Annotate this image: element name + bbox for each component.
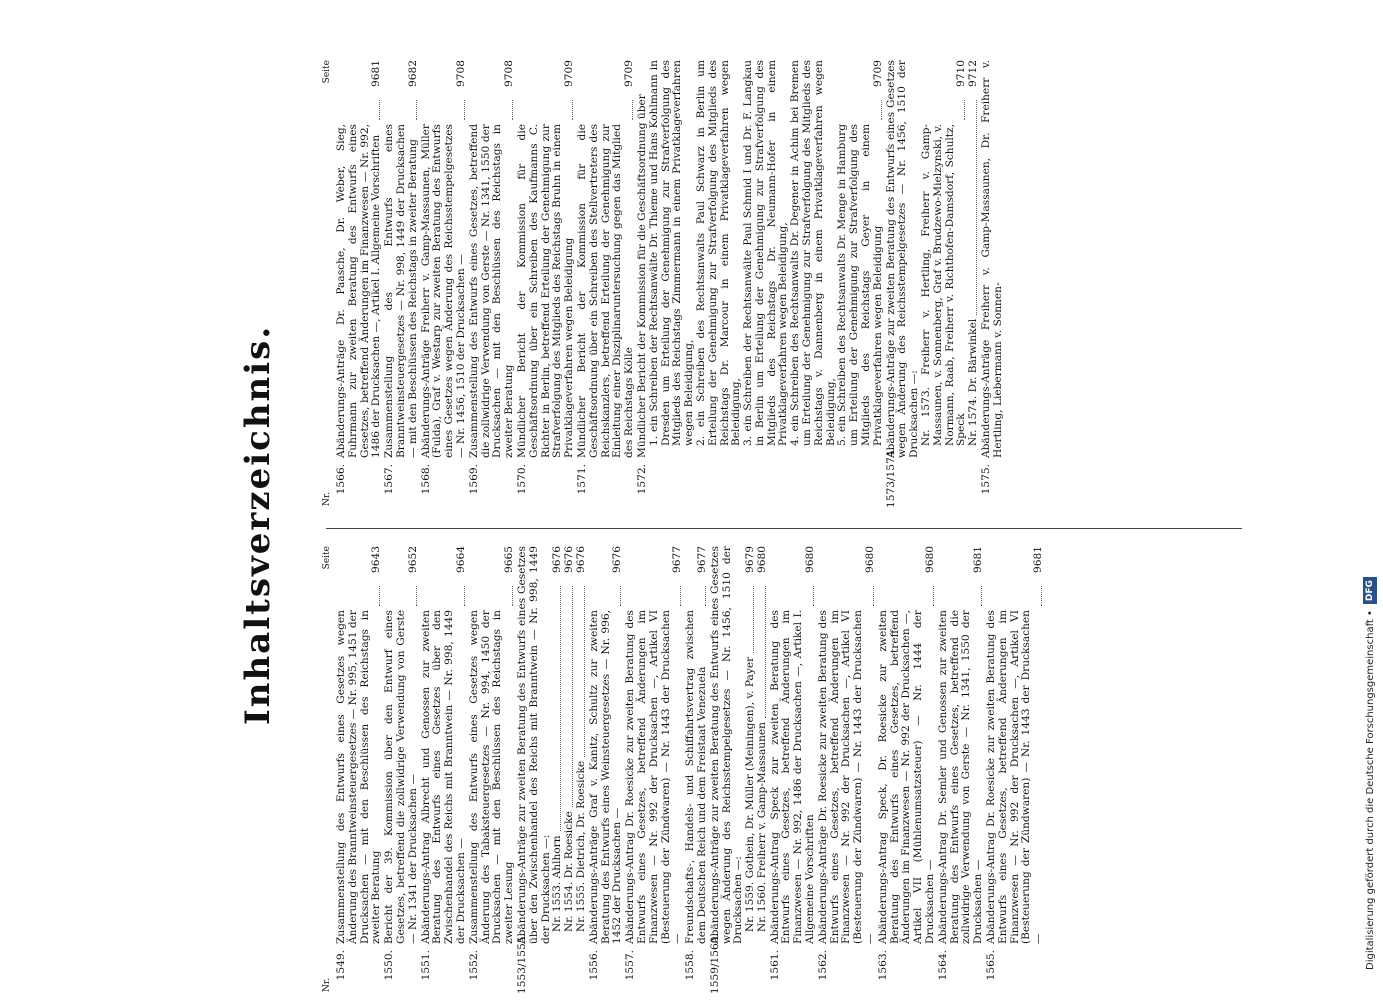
entry-page: 9680 — [864, 546, 877, 573]
entry-body — [770, 546, 817, 944]
entry-number: 1573/1574. — [884, 447, 897, 508]
leader-dots — [620, 586, 621, 606]
entry-line — [685, 546, 709, 944]
toc-entry — [986, 546, 1045, 994]
entry-line — [637, 60, 649, 458]
sub-entry-text: 4. ein Schreiben des Rechtsanwalts Dr. Degener in Achim bei Bremen um Erteilung der Genehmigung zur Strafverfolgung des Mitglieds des Reichstags v. Dannenberg in einem Privatklageverfahren wegen Beleidigung, — [789, 60, 837, 446]
entry-text: Abänderungs-Antrag Speck, Dr. Roesicke zur zweiten Beratung des Entwurfs eines Gesetzes, betreffend Änderungen im Finanzwesen — Nr. 992 der Drucksachen —, Artikel VII (Mühlenumsatzsteuer) — Nr. 1444 der Drucksachen — — [876, 610, 937, 944]
leader-dots — [572, 100, 573, 120]
toc-entry — [384, 546, 419, 994]
sub-entry-page: 9710 — [955, 60, 968, 87]
entry-page: 9709 — [563, 60, 576, 87]
dfg-logo: DFG — [1363, 577, 1377, 604]
sub-entry-text: 1. ein Schreiben der Rechtsanwälte Dr. Thieme und Hans Kohlmann in Dresden um Erteilung der Genehmigung zur Strafverfolgung des Mitglieds des Reichstags Zimmermann in einem Privatklageverfahren wegen Beleidigung, — [647, 60, 696, 446]
credit-strip — [1362, 30, 1378, 970]
entry-text: Zusammenstellung des Entwurfs eines Gesetzes, betreffend die zollwidrige Verwendung von Gerste — Nr. 1341, 1550 der Drucksachen — mit den Beschlüssen des Reichstags in zweiter Beratung — [467, 124, 516, 458]
entry-number: 1570. — [515, 464, 528, 495]
toc-entry — [981, 60, 1005, 508]
entry-body — [421, 60, 468, 458]
entry-number: 1567. — [383, 464, 396, 495]
entry-number: 1575. — [980, 464, 993, 495]
toc-entry — [577, 60, 636, 508]
entry-page: 9680 — [804, 546, 817, 573]
entry-line — [710, 546, 745, 944]
leader-dots — [964, 100, 965, 120]
entry-line — [336, 546, 383, 944]
entry-number: 1564. — [936, 950, 949, 981]
sub-entry — [968, 60, 980, 446]
sub-entry-text: Nr. 1574. Dr. Bärwinkel — [967, 318, 980, 446]
entry-body — [818, 546, 877, 944]
entry-number: 1557. — [624, 950, 637, 981]
leader-dots — [881, 100, 882, 120]
entry-line — [878, 546, 937, 944]
entry-text: Abänderungs-Anträge Graf v. Kanitz, Schultz zur zweiten Beratung des Entwurfs eines Weinsteuergesetzes — Nr. 996, 1452 der Drucksachen — — [587, 610, 624, 944]
entry-body — [886, 60, 980, 458]
entry-number: 1568. — [419, 464, 432, 495]
leader-dots — [379, 586, 380, 606]
entry-page: 9682 — [406, 60, 419, 87]
seite-header: Seite — [322, 60, 332, 84]
entry-page: 9681 — [370, 60, 383, 87]
leader-dots — [1041, 586, 1042, 606]
toc-entry — [469, 546, 516, 994]
leader-dots — [416, 100, 417, 120]
toc-entry — [878, 546, 937, 994]
entry-number: 1565. — [985, 950, 998, 981]
entry-page: 9677 — [671, 546, 684, 573]
column-divider — [326, 528, 1242, 529]
entry-page: 9664 — [454, 546, 467, 573]
leader-dots — [981, 586, 982, 606]
toc-entry — [589, 546, 624, 994]
entry-text: Abänderungs-Antrag Dr. Semler und Genossen zur zweiten Beratung des Entwurfs eines Gesetzes, betreffend die zollwidrige Verwendung von Gerste — Nr. 1341, 1550 der Drucksachen — — [936, 610, 985, 944]
entry-number: 1558. — [684, 950, 697, 981]
toc-entry — [336, 60, 383, 508]
entry-line — [625, 546, 684, 944]
entry-body — [685, 546, 709, 944]
sub-entry-text: 2. ein Schreiben des Rechtsanwalts Paul Schwarz in Berlin um Erteilung der Genehmigung zur Strafverfolgung des Mitglieds des Reichstags Dr. Marcour in einem Privatklageverfahren wegen Beleidigung, — [694, 60, 743, 446]
entry-page: 9677 — [695, 546, 708, 573]
entry-text: Freundschafts-, Handels- und Schiffahrtsvertrag zwischen dem Deutschen Reich und dem Freistaat Venezuela — [684, 610, 708, 944]
toc-entry — [710, 546, 769, 994]
toc-entry — [938, 546, 985, 994]
entry-body — [517, 60, 576, 458]
leader-dots — [512, 586, 513, 606]
column-header — [322, 546, 336, 994]
entry-body — [421, 546, 468, 944]
leader-dots — [416, 586, 417, 606]
page — [222, 50, 1252, 1000]
entry-page: 9652 — [406, 546, 419, 573]
entry-line — [770, 546, 817, 944]
entry-line — [818, 546, 877, 944]
entry-body — [637, 60, 885, 458]
entry-number: 1561. — [768, 950, 781, 981]
entry-page: 9681 — [1032, 546, 1045, 573]
entry-body — [469, 546, 516, 944]
toc-entry — [886, 60, 980, 508]
leader-dots — [560, 586, 561, 831]
entry-text: Abänderungs-Anträge Freiherr v. Gamp-Massaunen, Dr. Freiherr v. Hertling, Liebermann v. Sonnen- — [980, 60, 1004, 458]
entry-line — [384, 546, 419, 944]
entry-number: 1559/1560. — [708, 933, 721, 994]
leader-dots — [976, 100, 977, 315]
toc-entry — [818, 546, 877, 994]
entry-line — [938, 546, 985, 944]
entry-line — [469, 546, 516, 944]
entry-body — [384, 546, 419, 944]
entry-line — [421, 546, 468, 944]
sub-entry-text: Nr. 1555. Dietrich, Dr. Roesicke — [574, 760, 587, 932]
entry-body — [986, 546, 1045, 944]
entry-page: 9709 — [623, 60, 636, 87]
leader-dots — [680, 586, 681, 606]
leader-dots — [572, 586, 573, 807]
credit-text: Digitalisierung gefördert durch die Deutsche Forschungsgemeinschaft • — [1364, 610, 1376, 970]
leader-dots — [933, 586, 934, 606]
entry-line — [517, 60, 576, 458]
leader-dots — [632, 100, 633, 120]
entry-number: 1551. — [419, 950, 432, 981]
entry-line — [577, 60, 636, 458]
sub-entry — [837, 60, 884, 446]
entry-text: Abänderungs-Anträge zur zweiten Beratung des Entwurfs eines Gesetzes wegen Änderung des Reichsstempelgesetzes — Nr. 1456, 1510 der Drucksachen —: — [708, 546, 745, 944]
sub-entry-page: 9676 — [563, 546, 576, 573]
sub-entry-text: 3. ein Schreiben der Rechtsanwälte Paul Schmid I und Dr. F. Langkau in Berlin um Erteilung der Genehmigung zur Strafverfolgung des Mitglieds des Reichstags Dr. Neumann-Hofer in einem Privatklageverfahren wegen Beleidigung, — [742, 60, 790, 446]
sub-entry-page: 9709 — [871, 60, 884, 87]
entry-line — [469, 60, 516, 458]
toc-entry — [421, 546, 468, 994]
leader-dots — [512, 100, 513, 120]
entry-body — [577, 60, 636, 458]
toc-entry — [770, 546, 817, 994]
sub-entry-text: Nr. 1573. Freiherr v. Hertling, Freiherr v. Gamp-Massaunen, v. Sonnenberg, Graf v. Brudzewo-Mielzynski, v. Normann, Raab, Freiherr v. Richthofen-Damsdorf, Schultz, Speck — [920, 124, 968, 446]
sub-entry-page: 9676 — [574, 546, 587, 573]
sub-entry — [649, 60, 696, 446]
leader-dots — [705, 586, 706, 606]
column-header — [322, 60, 336, 508]
sub-entry-text: Nr. 1560. Freiherr v. Gamp-Massaunen — [755, 722, 768, 932]
entry-line — [384, 60, 419, 458]
entry-text: Mündlicher Bericht der Kommission für die Geschäftsordnung über ein Schreiben des Kaufmanns C. Richter in Berlin, betreffend Erteilung der Genehmigung zur Strafverfolgung des Mitglieds des Reichstags Bruhn in einem Privatklageverfahren wegen Beleidigung — [515, 124, 576, 458]
entry-number: 1571. — [575, 464, 588, 495]
toc-entry — [469, 60, 516, 508]
sub-entry-page: 9680 — [755, 546, 768, 573]
seite-header: Seite — [322, 546, 332, 570]
sub-entry — [576, 546, 588, 932]
toc-entry — [637, 60, 885, 508]
entry-number: 1552. — [467, 950, 480, 981]
entry-number: 1549. — [335, 950, 347, 981]
nr-header: Nr. — [322, 491, 332, 506]
leader-dots — [584, 586, 585, 757]
toc-entry — [625, 546, 684, 994]
leader-dots — [873, 586, 874, 606]
toc-column-right — [322, 60, 1248, 508]
entry-page: 9681 — [972, 546, 985, 573]
entry-body — [336, 546, 383, 944]
sub-entry-page: 9679 — [744, 546, 757, 573]
entry-text: Abänderungs-Anträge Dr. Paasche, Dr. Weber, Sieg, Fuhrmann zur zweiten Beratung des Entwurfs eines Gesetzes, betreffend Änderungen im Finanzwesen — Nr. 992, 1486 der Drucksachen —, Artikel I. Allgemeine Vorschriften — [335, 124, 383, 458]
toc-entry — [336, 546, 383, 994]
sub-entry-text: Nr. 1554. Dr. Roesicke — [563, 811, 576, 932]
entry-text: Bericht der 39. Kommission über den Entwurf eines Gesetzes, betreffend die zollwidrige Verwendung von Gerste — Nr. 1341 der Drucksachen — — [383, 610, 419, 944]
entry-body — [517, 546, 588, 944]
entry-body — [469, 60, 516, 458]
entry-text: Abänderungs-Antrag Albrecht und Genossen zur zweiten Beratung des Entwurfs eines Gesetzes über den Zwischenhandel des Reichs mit Branntwein — Nr. 998, 1449 der Drucksachen — — [419, 610, 467, 944]
entry-text: Mündlicher Bericht der Kommission für die Geschäftsordnung über — [635, 94, 648, 458]
entry-page: 9676 — [611, 546, 624, 573]
sub-entry — [921, 60, 968, 446]
toc-entry — [421, 60, 468, 508]
entry-text: Zusammenstellung des Entwurfs eines Gesetzes wegen Änderung des Tabaksteuergesetzes — Nr. 994, 1450 der Drucksachen — mit den Beschlüssen des Reichstags in zweiter Lesung — [467, 610, 516, 944]
sub-entry-page: 9676 — [551, 546, 564, 573]
entry-number: 1550. — [383, 950, 396, 981]
entry-line — [886, 60, 921, 458]
leader-dots — [753, 586, 754, 653]
entry-text: Abänderungs-Anträge Freiherr v. Gamp-Massaunen, Müller (Fulda), Graf v. Westarp zur zweiten Beratung des Entwurfs eines Gesetzes wegen Änderung des Reichsstempelgesetzes — Nr. 1456, 1510 der Drucksachen — — [419, 124, 467, 458]
leader-dots — [464, 100, 465, 120]
entry-body — [938, 546, 985, 944]
entry-text: Zusammenstellung des Entwurfs eines Branntweinsteuergesetzes — Nr. 998, 1449 der Drucksachen — mit den Beschlüssen des Reichstags in zweiter Beratung — [383, 124, 419, 458]
entry-body — [589, 546, 624, 944]
entry-number: 1553/1555. — [515, 933, 528, 994]
entry-number: 1566. — [335, 464, 347, 495]
sub-entry — [743, 60, 790, 446]
toc-entry — [685, 546, 709, 994]
entry-text: Abänderungs-Anträge zur zweiten Beratung des Entwurfs eines Gesetzes über den Zwischenhandel des Reichs mit Branntwein — Nr. 998, 1449 der Drucksachen —: — [515, 546, 552, 944]
entry-text: Zusammenstellung des Entwurfs eines Gesetzes wegen Änderung des Branntweinsteuergesetzes — Nr. 995, 1451 der Drucksachen — mit den Beschlüssen des Reichstags in zweiter Beratung — [335, 610, 383, 944]
entry-body — [625, 546, 684, 944]
leader-dots — [765, 586, 766, 718]
entry-text: Abänderungs-Antrag Dr. Roesicke zur zweiten Beratung des Entwurfs eines Gesetzes, betreffend Änderungen im Finanzwesen — Nr. 992 der Drucksachen —, Artikel VI (Besteuerung der Zündwaren) — Nr. 1443 der Drucksachen — — [624, 610, 684, 944]
entry-page: 9708 — [454, 60, 467, 87]
sub-entry-page: 9712 — [967, 60, 980, 87]
sub-entry-text: 5. ein Schreiben des Rechtsanwalts Dr. Menge in Hamburg um Erteilung der Genehmigung zur Strafverfolgung des Mitglieds des Reichstags Geyer in einem Privatklageverfahren wegen Beleidigung — [836, 124, 884, 446]
sub-entry — [790, 60, 837, 446]
entry-text: Abänderungs-Anträge zur zweiten Beratung des Entwurfs eines Gesetzes wegen Änderung des Reichsstempelgesetzes — Nr. 1456, 1510 der Drucksachen —: — [884, 60, 921, 458]
entry-line — [589, 546, 624, 944]
toc-entry — [517, 60, 576, 508]
entry-text: Abänderungs-Anträge Dr. Roesicke zur zweiten Beratung des Entwurfs eines Gesetzes, betreffend Änderungen im Finanzwesen — Nr. 992 der Drucksachen —, Artikel VI (Besteuerung der Zündwaren) — Nr. 1443 der Drucksachen — — [816, 610, 877, 944]
entry-line — [517, 546, 552, 944]
entry-text: Abänderungs-Antrag Speck zur zweiten Beratung des Entwurfs eines Gesetzes, betreffend Änderungen im Finanzwesen — Nr. 992, 1486 der Drucksachen —, Artikel I. Allgemeine Vorschriften — [768, 610, 817, 944]
entry-line — [336, 60, 383, 458]
entry-page: 9708 — [503, 60, 516, 87]
entry-page: 9665 — [503, 546, 516, 573]
entry-number: 1556. — [587, 950, 600, 981]
entry-line — [986, 546, 1045, 944]
entry-number: 1569. — [467, 464, 480, 495]
entry-body — [336, 60, 383, 458]
leader-dots — [379, 100, 380, 120]
leader-dots — [464, 586, 465, 606]
toc-entry — [517, 546, 588, 994]
toc-column-left — [322, 546, 1248, 994]
entry-number: 1562. — [816, 950, 829, 981]
toc-entry — [384, 60, 419, 508]
entry-text: Mündlicher Bericht der Kommission für die Geschäftsordnung über ein Schreiben des Stellvertreters des Reichskanzlers, betreffend Erteilung der Genehmigung zur Einleitung einer Disziplinaruntersuchung gegen das Mitglied des Reichstags Kölle — [575, 124, 636, 458]
page-title: Inhaltsverzeichnis. — [238, 324, 278, 726]
entry-page: 9643 — [370, 546, 383, 573]
entry-text: Abänderungs-Antrag Dr. Roesicke zur zweiten Beratung des Entwurfs eines Gesetzes, betreffend Änderungen im Finanzwesen — Nr. 992 der Drucksachen —, Artikel VI (Besteuerung der Zündwaren) — Nr. 1443 der Drucksachen — — [985, 610, 1045, 944]
entry-body — [384, 60, 419, 458]
entry-number: 1572. — [635, 464, 648, 495]
sub-entry — [757, 546, 769, 932]
entry-body — [878, 546, 937, 944]
entry-number: 1563. — [876, 950, 889, 981]
leader-dots — [813, 586, 814, 606]
entry-page: 9680 — [924, 546, 937, 573]
sub-entry-text: Nr. 1553. Ahlhorn — [551, 835, 564, 932]
sub-entry-text: Nr. 1559. Gothein, Dr. Müller (Meiningen), v. Payer — [744, 656, 757, 932]
entry-line — [981, 60, 1005, 458]
sub-entry — [696, 60, 743, 446]
entry-line — [421, 60, 468, 458]
entry-body — [981, 60, 1005, 458]
nr-header: Nr. — [322, 977, 332, 992]
entry-body — [710, 546, 769, 944]
